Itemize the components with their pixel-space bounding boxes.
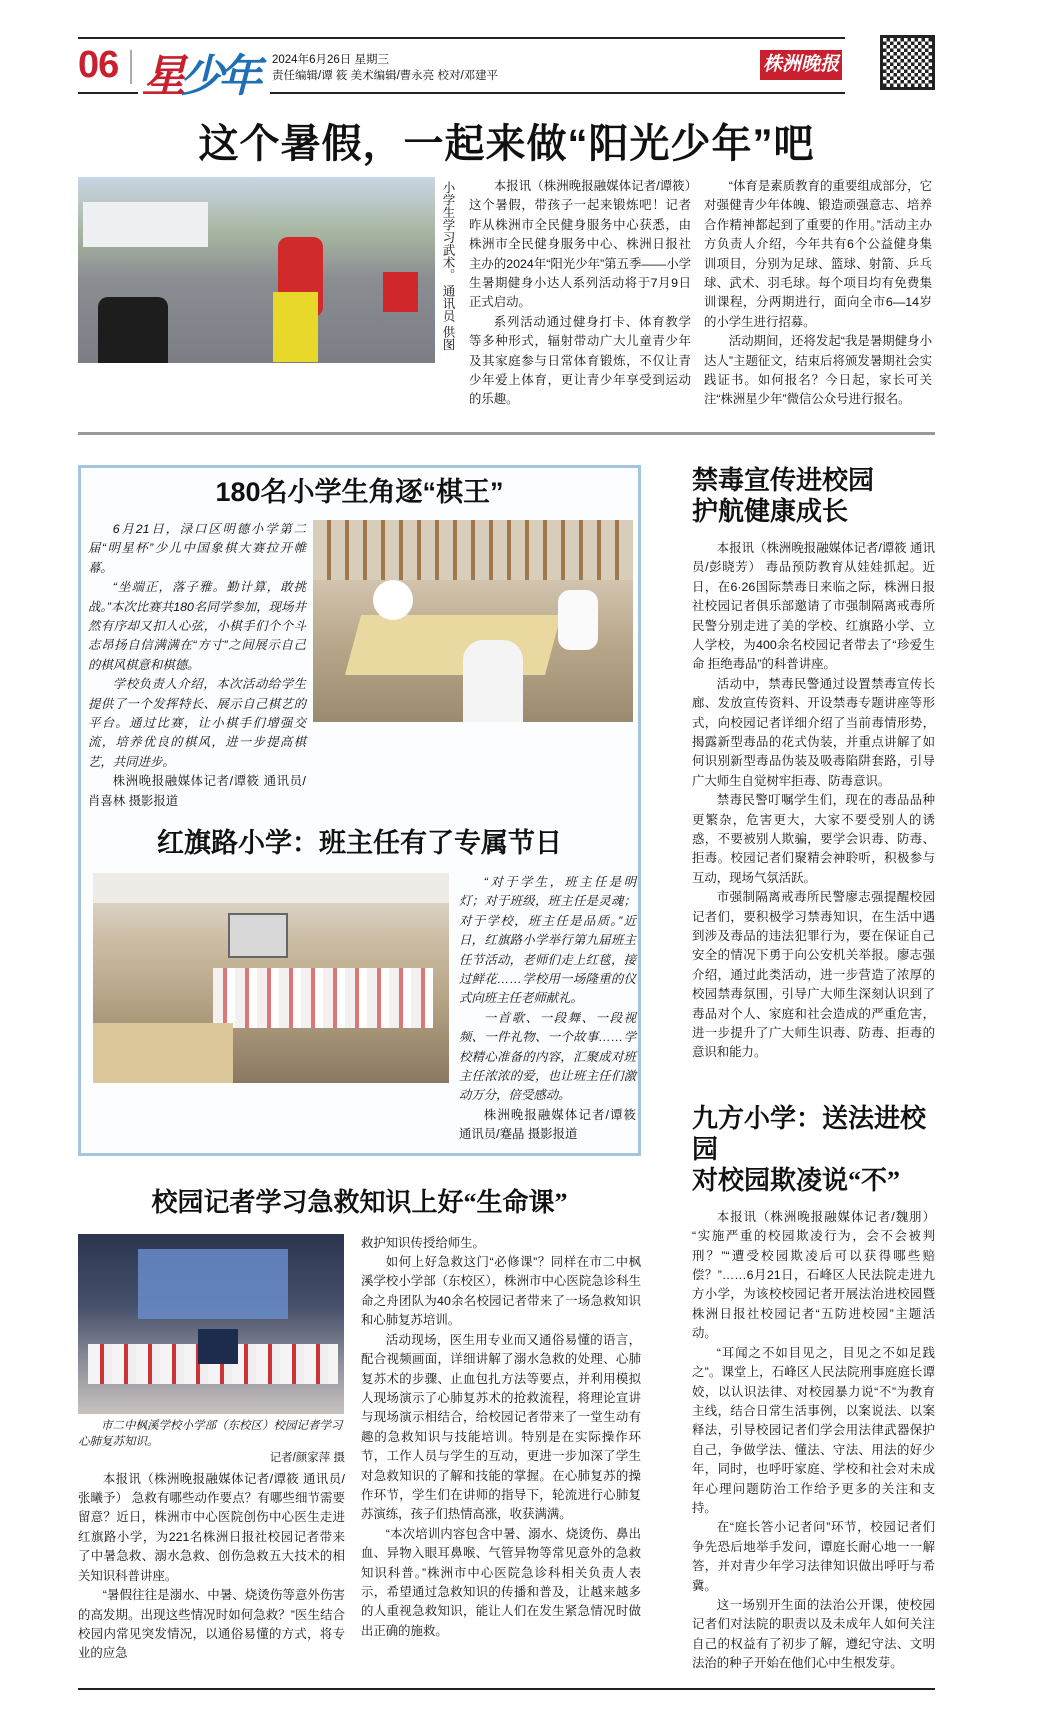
left-stack — [78, 465, 641, 1664]
photo-banner — [83, 202, 208, 247]
feature-box — [78, 465, 641, 1156]
paper-logo: 株洲晚报 — [760, 50, 842, 80]
paragraph: 6月21日，渌口区明德小学第二届“明星杯”少儿中国象棋大赛拉开帷幕。 — [88, 521, 306, 575]
drugs-article — [692, 539, 935, 1063]
chess-headline: 180名小学生角逐“棋王” — [215, 476, 504, 507]
paragraph: 一首歌、一段舞、一段视频、一件礼物、一个故事……学校精心准备的内容，汇聚成对班主任浓浓的爱，也让班主任们激动万分，倍受感动。 — [459, 1010, 636, 1103]
photo-student — [558, 590, 598, 650]
paragraph: 救护知识传授给师生。 — [361, 1235, 485, 1250]
photo-child-red — [383, 272, 418, 312]
section-logo-star: 星 — [142, 52, 180, 101]
issue-date: 2024年6月26日 星期三 — [272, 54, 389, 66]
lead-headline: 这个暑假，一起来做“阳光少年”吧 — [198, 122, 815, 166]
chess-section — [88, 520, 631, 811]
photo-instructor — [198, 1329, 238, 1364]
photo-chessboard — [345, 615, 561, 675]
photo-ceiling — [93, 873, 449, 903]
firstaid-article-left — [78, 1470, 345, 1664]
headline-line: 护航健康成长 — [692, 496, 849, 526]
teacher-headline: 红旗路小学：班主任有了专属节日 — [157, 827, 562, 858]
paragraph: “耳闻之不如目见之，目见之不如足践之”。课堂上，石峰区人民法院刑事庭庭长谭姣，以认识法律、对校园暴力说“不”为教育主线，结合日常生活事例，以案说法、以案释法，引导校园记者们学会用法律武器保护自己，争做学法、懂法、守法、用法的好少年，同时，也呼吁家庭、学校和社会对未成年心理问题防治工作给予更多的关注和支持。 — [692, 1345, 935, 1515]
page-body — [78, 177, 935, 1710]
top-rule — [78, 37, 845, 39]
lead-column-1 — [469, 177, 691, 410]
firstaid-left-column — [78, 1234, 345, 1664]
paragraph: 本报讯（株洲晚报融媒体记者/魏朋） “实施严重的校园欺凌行为，会不会被判刑？”“遭受校园欺凌后可以获得哪些赔偿？”……6月21日，石峰区人民法院走进九方小学，为该校校园记者开展法治进校园暨株洲日报社校园记者“五防进校园”主题活动。 — [692, 1209, 935, 1341]
byline: 株洲晚报融媒体记者/谭筱 通讯员/肖喜林 摄影报道 — [88, 774, 306, 808]
drugs-headline — [692, 465, 935, 527]
lead-section — [78, 177, 935, 410]
headline-line: 对校园欺凌说“不” — [692, 1165, 901, 1195]
right-column — [692, 465, 935, 1674]
firstaid-article-right — [361, 1234, 641, 1642]
lead-column-2 — [704, 177, 932, 410]
headline-line: 禁毒宣传进校园 — [692, 465, 875, 495]
photo-students — [213, 968, 433, 1028]
paragraph: 活动中，禁毒民警通过设置禁毒宣传长廊、发放宣传资料、开设禁毒专题讲座等形式，向校园记者详细介绍了当前毒情形势，揭露新型毒品的花式伪装，并重点讲解了如何识别新型毒品伪装及吸毒陷阱套路，引导广大师生自觉树牢拒毒、防毒意识。 — [692, 676, 935, 788]
firstaid-photo — [78, 1234, 344, 1414]
law-headline — [692, 1103, 935, 1196]
firstaid-photo-caption — [78, 1418, 345, 1466]
page-number: 06 — [78, 44, 119, 86]
photo-child-black — [98, 297, 168, 363]
masthead-bottom-rule-right — [270, 92, 845, 94]
paragraph: 系列活动通过健身打卡、体育教学等多种形式，辐射带动广大儿童青少年及其家庭参与日常体育锻炼，不仅让青少年爱上体育，更让青少年享受到运动的乐趣。 — [469, 314, 691, 407]
paragraph: “对于学生，班主任是明灯；对于班级，班主任是灵魂；对于学校，班主任是品质。”近日，红旗路小学举行第九届班主任节活动，老师们走上红毯，接过鲜花……学校用一场隆重的仪式向班主任老师献礼。 — [459, 874, 636, 1006]
paragraph: 如何上好急救这门“必修课”？同样在市二中枫溪学校小学部（东校区），株洲市中心医院急诊科生命之舟团队为40余名校园记者带来了一场急救知识和心肺复苏培训。 — [361, 1255, 641, 1328]
chess-photo — [313, 520, 633, 722]
caption-text: 市二中枫溪学校小学部（东校区）校园记者学习心肺复苏知识。 — [78, 1419, 343, 1448]
paragraph: 市强制隔离戒毒所民警廖志强提醒校园记者们，要积极学习禁毒知识，在生活中遇到涉及毒品的违法犯罪行为，要在保证自己安全的情况下勇于向公安机关举报。廖志强介绍，通过此类活动，进一步营造了浓厚的校园禁毒氛围，引导广大师生深刻认识到了毒品对个人、家庭和社会造成的严重危害，进一步提升了广大师生识毒、防毒、拒毒的意识和能力。 — [692, 890, 935, 1060]
paragraph: 本报讯（株洲晚报融媒体记者/谭筱）这个暑假，带孩子一起来锻炼吧！记者昨从株洲市全民健身服务中心获悉，由株洲市全民健身服务中心、株洲日报社主办的2024年“阳光少年”第五季——小学生暑期健身小达人系列活动将于7月9日正式启动。 — [469, 179, 691, 310]
teacher-festival-photo — [93, 873, 449, 1083]
paragraph: “坐端正，落子雅。勤计算，敢挑战。”本次比赛共180名同学参加，现场井然有序却又扣人心弦，小棋手们个个斗志昂扬自信满满在“方寸”之间展示自己的棋风棋意和棋德。 — [88, 580, 306, 672]
divider — [130, 50, 132, 84]
paragraph: 学校负责人介绍，本次活动给学生提供了一个发挥特长、展示自己棋艺的平台。通过比赛，让小棋手们增强交流，培养优良的棋风，进一步提高棋艺，共同进步。 — [88, 677, 306, 769]
paragraph: “暑假往往是溺水、中暑、烧烫伤等意外伤害的高发期。出现这些情况时如何急救？”医生结合校园内常见突发情况，以通俗易懂的方式，将专业的应急 — [78, 1588, 345, 1661]
headline-line: 九方小学：送法进校园 — [692, 1103, 927, 1164]
photo-credit: 记者/颜家萍 摄 — [269, 1451, 345, 1464]
lower-section — [78, 465, 935, 1674]
section-logo — [142, 40, 256, 104]
paragraph: 活动期间，还将发起“我是暑期健身小达人”主题征文，结束后将颁发暑期社会实践证书。如何报名？今日起，家长可关注“株洲星少年”微信公众号进行报名。 — [704, 334, 932, 407]
photo-student — [373, 580, 413, 620]
firstaid-headline: 校园记者学习急救知识上好“生命课” — [151, 1187, 568, 1217]
photo-screen — [228, 913, 288, 958]
paragraph: “本次培训内容包含中暑、溺水、烧烫伤、鼻出血、异物入眼耳鼻喉、气管异物等常见意外的急救知识科普。”株洲市中心医院急诊科相关负责人表示，希望通过急救知识的传播和普及，让越来越多的人重视急救知识，能让人们在发生紧急情况时做出正确的施救。 — [361, 1526, 641, 1638]
paragraph: 禁毒民警叮嘱学生们，现在的毒品品种更繁杂，危害更大，大家不要受别人的诱惑，不要被别人欺骗，要学会识毒、防毒、拒毒。校园记者们聚精会神聆听，积极参与互动，现场气氛活跃。 — [692, 793, 935, 885]
paragraph: 本报讯（株洲晚报融媒体记者/谭筱 通讯员/张曦予） 急救有哪些动作要点？有哪些细节需要留意？近日，株洲市中心医院创伤中心医生走进红旗路小学，为221名株洲日报社校园记者带来了中暑急救、溺水急救、创伤急救五大技术的相关知识科普讲座。 — [78, 1471, 345, 1583]
photo-screen — [138, 1249, 288, 1319]
paragraph: 活动现场，医生用专业而又通俗易懂的语言，配合视频画面，详细讲解了溺水急救的处理、心肺复苏术的步骤、止血包扎方法等要点，并利用模拟人现场演示了心肺复苏术的抢救流程，将理论宣讲与现场演示相结合，给校园记者带来了一堂生动有趣的急救知识与技能培训。特别是在实际操作环节，工作人员与学生的互动，更进一步加深了学生对急救知识的了解和技能的掌握。在心肺复苏的操作环节，学生们在讲师的指导下，轮流进行心肺复苏演练，孩子们热情高涨，收获满满。 — [361, 1332, 641, 1522]
section-rule — [78, 432, 935, 435]
firstaid-section — [78, 1234, 641, 1664]
photo-student — [463, 640, 523, 722]
bottom-rule — [78, 1688, 935, 1690]
qr-code — [880, 35, 935, 90]
masthead-bottom-rule — [78, 92, 138, 94]
editor-credits: 责任编辑/谭 筱 美术编辑/曹永亮 校对/邓建平 — [272, 70, 499, 82]
paragraph: 本报讯（株洲晚报融媒体记者/谭筱 通讯员/彭晓芳） 毒品预防教育从娃娃抓起。近日，在6·26国际禁毒日来临之际，株洲日报社校园记者俱乐部邀请了市强制隔离戒毒所民警分别走进了美的学校、红旗路小学、立人学校，为400余名校园记者带去了“珍爱生命 拒绝毒品”的科普讲座。 — [692, 540, 935, 672]
teacher-article — [459, 873, 636, 1145]
paragraph: “体育是素质教育的重要组成部分，它对强健青少年体魄、锻造顽强意志、培养合作精神都起到了重要的作用。”活动主办方负责人介绍，今年共有6个公益健身集训项目，分别为足球、篮球、射箭、乒乓球、武术、羽毛球。每个项目均有免费集训课程，分两期进行，面向全市6—14岁的小学生进行招募。 — [704, 179, 932, 329]
teacher-section — [88, 873, 636, 1145]
chess-article — [88, 520, 306, 811]
photo-flowers — [93, 1023, 233, 1083]
lead-photo-caption: 小学生学习武术。 通讯员 供图 — [441, 181, 455, 351]
paragraph: 这一场别开生面的法治公开课，使校园记者们对法院的职责以及未成年人如何关注自己的权益有了初步了解，遵纪守法、文明法治的种子开始在他们心中生根发芽。 — [692, 1597, 935, 1671]
photo-child-yellow — [273, 292, 318, 362]
paragraph: 在“庭长答小记者问”环节，校园记者们争先恐后地举手发问，谭庭长耐心地一一解答，并对青少年学习法律知识做出呼吁与希冀。 — [692, 1520, 935, 1593]
photo-bookshelf — [313, 520, 633, 580]
lead-photo-martial-arts — [78, 177, 435, 363]
law-article — [692, 1208, 935, 1674]
byline: 株洲晚报融媒体记者/谭筱 通讯员/蹇晶 摄影报道 — [459, 1107, 636, 1142]
section-logo-youth: 少年 — [180, 52, 256, 101]
